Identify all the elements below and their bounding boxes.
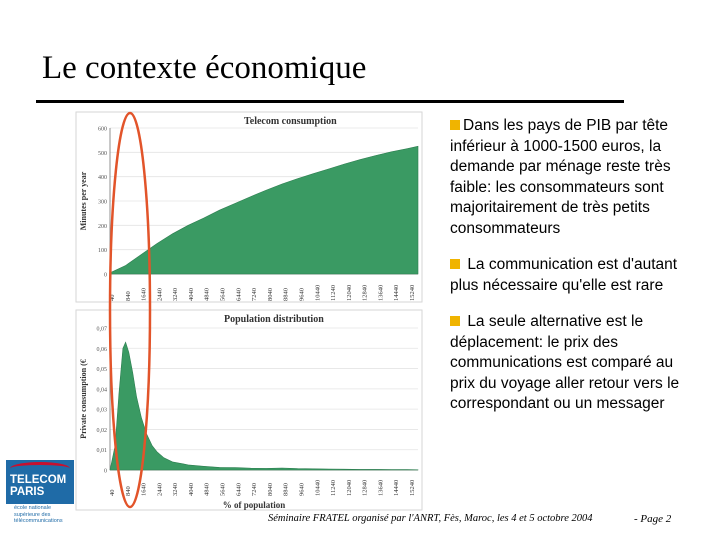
x-tick-label: 840 bbox=[124, 486, 132, 496]
bullet-text: La communication est d'autant plus nécessaire qu'elle est rare bbox=[450, 256, 678, 294]
x-tick-label: 13640 bbox=[377, 284, 385, 301]
population-distribution-chart bbox=[76, 310, 422, 510]
y-tick-label: 0,03 bbox=[96, 407, 107, 414]
logo-tagline: école nationale supérieure des télécommunications bbox=[14, 505, 63, 524]
y-tick-label: 600 bbox=[98, 126, 107, 133]
x-tick-label: 1640 bbox=[140, 288, 148, 301]
x-tick-label: 12040 bbox=[345, 479, 353, 496]
bullet-square-icon bbox=[450, 316, 460, 326]
x-tick-label: 15240 bbox=[409, 284, 416, 301]
y-axis-label: Minutes per year bbox=[79, 171, 88, 231]
x-tick-label: 4840 bbox=[203, 483, 211, 496]
bullet-item bbox=[450, 312, 680, 415]
x-tick-label: 6440 bbox=[235, 288, 243, 301]
y-tick-label: 500 bbox=[98, 150, 107, 157]
slide-title: Le contexte économique bbox=[42, 50, 367, 86]
bullet-list bbox=[450, 116, 680, 431]
footer-note: Séminaire FRATEL organisé par l'ANRT, Fès, Maroc, les 4 et 5 octobre 2004 bbox=[268, 513, 593, 524]
x-tick-label: 4040 bbox=[187, 288, 195, 301]
x-tick-label: 8040 bbox=[266, 288, 274, 301]
x-tick-label: 7240 bbox=[251, 288, 259, 301]
y-tick-label: 0 bbox=[104, 272, 107, 279]
x-tick-label: 14440 bbox=[393, 479, 401, 496]
x-tick-label: 14440 bbox=[393, 284, 401, 301]
x-tick-label: 4040 bbox=[187, 483, 195, 496]
y-tick-label: 0 bbox=[104, 468, 107, 475]
bullet-square-icon bbox=[450, 259, 460, 269]
x-tick-label: 3240 bbox=[172, 288, 180, 301]
x-tick-label: 4840 bbox=[203, 288, 211, 301]
x-tick-label: 15240 bbox=[409, 479, 416, 496]
x-tick-label: 3240 bbox=[172, 483, 180, 496]
chart-title: Telecom consumption bbox=[244, 116, 337, 127]
x-tick-label: 5640 bbox=[219, 483, 227, 496]
logo-line2: PARIS bbox=[10, 486, 45, 498]
x-tick-label: 9640 bbox=[298, 288, 306, 301]
y-axis-label: Private consumption (€ bbox=[79, 359, 88, 439]
charts-panel bbox=[74, 106, 424, 514]
chart-title: Population distribution bbox=[224, 314, 324, 325]
bullet-item bbox=[450, 255, 680, 296]
y-tick-label: 0,06 bbox=[96, 346, 107, 353]
x-tick-label: 8040 bbox=[266, 483, 274, 496]
x-axis-label: % of population bbox=[222, 500, 286, 510]
bullet-text: La seule alternative est le déplacement: le prix des communications est comparé au prix du voyage aller retour vers le correspondant ou un messager bbox=[450, 313, 680, 412]
bullet-square-icon bbox=[450, 120, 460, 130]
x-tick-label: 8840 bbox=[282, 288, 290, 301]
x-tick-label: 1640 bbox=[140, 483, 148, 496]
y-tick-label: 0,05 bbox=[96, 367, 107, 374]
x-tick-label: 12840 bbox=[361, 479, 369, 496]
x-tick-label: 12840 bbox=[361, 284, 369, 301]
logo-band bbox=[6, 460, 74, 504]
y-tick-label: 0,01 bbox=[96, 448, 107, 455]
x-tick-label: 8840 bbox=[282, 483, 290, 496]
x-tick-label: 10440 bbox=[314, 479, 322, 496]
y-tick-label: 300 bbox=[98, 199, 107, 206]
y-tick-label: 0,02 bbox=[96, 427, 107, 434]
x-tick-label: 6440 bbox=[235, 483, 243, 496]
x-tick-label: 2440 bbox=[156, 288, 164, 301]
logo-line1: TELECOM bbox=[10, 474, 67, 486]
x-tick-label: 9640 bbox=[298, 483, 306, 496]
x-tick-label: 5640 bbox=[219, 288, 227, 301]
title-rule bbox=[36, 100, 624, 103]
y-tick-label: 200 bbox=[98, 223, 107, 230]
page-number: - Page 2 bbox=[634, 513, 672, 525]
x-tick-label: 11240 bbox=[330, 284, 338, 301]
bullet-item bbox=[450, 116, 680, 239]
x-tick-label: 40 bbox=[109, 489, 116, 496]
x-tick-label: 840 bbox=[124, 291, 132, 301]
x-tick-label: 11240 bbox=[330, 479, 338, 496]
telecom-consumption-chart bbox=[76, 112, 422, 302]
y-tick-label: 0,07 bbox=[96, 326, 107, 333]
x-tick-label: 2440 bbox=[156, 483, 164, 496]
y-tick-label: 400 bbox=[98, 175, 107, 182]
x-tick-label: 12040 bbox=[345, 284, 353, 301]
y-tick-label: 0,04 bbox=[96, 387, 107, 394]
y-tick-label: 100 bbox=[98, 248, 107, 255]
x-tick-label: 40 bbox=[109, 294, 116, 301]
charts-svg bbox=[74, 106, 424, 514]
logo-name bbox=[10, 474, 72, 498]
x-tick-label: 7240 bbox=[251, 483, 259, 496]
telecom-paris-logo bbox=[6, 460, 74, 528]
bullet-text: Dans les pays de PIB par tête inférieur à 1000-1500 euros, la demande par ménage reste très faible: les consommateurs sont majoritairement de très petits consommateurs bbox=[450, 117, 671, 237]
x-tick-label: 10440 bbox=[314, 284, 322, 301]
x-tick-label: 13640 bbox=[377, 479, 385, 496]
